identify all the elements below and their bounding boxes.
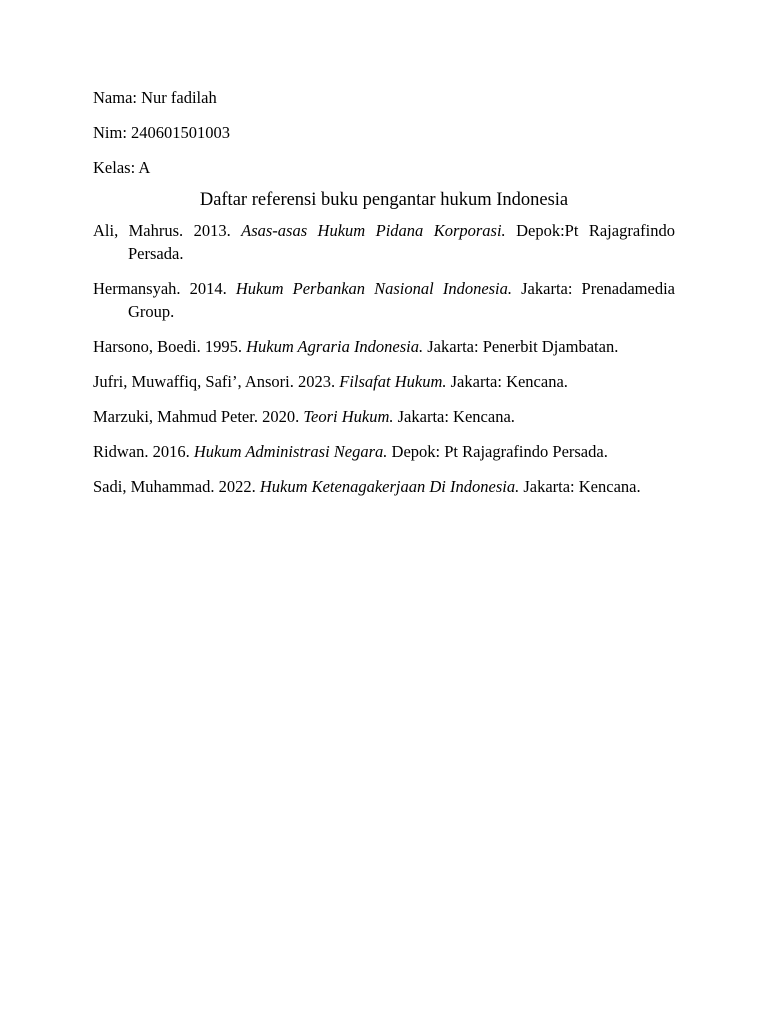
document-title: Daftar referensi buku pengantar hukum Indonesia	[199, 190, 569, 210]
reference-entry	[93, 440, 675, 463]
reference-publisher: Jakarta: Kencana.	[393, 407, 515, 426]
reference-entry	[93, 405, 675, 428]
reference-author: Jufri, Muwaffiq, Safi’, Ansori. 2023.	[93, 372, 340, 391]
reference-book-title: Hukum Administrasi Negara.	[193, 442, 388, 461]
reference-book-title: Teori Hukum.	[303, 407, 394, 426]
reference-publisher: Depok: Pt Rajagrafindo Persada.	[387, 442, 608, 461]
document-body	[93, 86, 675, 510]
reference-book-title: Filsafat Hukum.	[339, 372, 447, 391]
reference-author: Hermansyah. 2014.	[93, 279, 236, 298]
reference-author: Sadi, Muhammad. 2022.	[93, 477, 260, 496]
reference-publisher: Depok:Pt Rajagrafindo Persada.	[128, 221, 675, 263]
reference-book-title: Hukum Agraria Indonesia.	[246, 337, 424, 356]
reference-publisher: Jakarta: Penerbit Djambatan.	[423, 337, 619, 356]
student-nim: Nim: 240601501003	[93, 123, 231, 142]
reference-publisher: Jakarta: Kencana.	[519, 477, 641, 496]
reference-entry	[93, 335, 675, 358]
reference-entry	[93, 277, 675, 323]
reference-book-title: Hukum Ketenagakerjaan Di Indonesia.	[259, 477, 520, 496]
reference-author: Marzuki, Mahmud Peter. 2020.	[93, 407, 304, 426]
reference-entry	[93, 219, 675, 265]
student-class: Kelas: A	[93, 158, 151, 177]
reference-author: Ridwan. 2016.	[93, 442, 194, 461]
reference-publisher: Jakarta: Prenadamedia Group.	[128, 279, 676, 321]
reference-book-title: Asas-asas Hukum Pidana Korporasi.	[241, 221, 506, 240]
student-name: Nama: Nur fadilah	[93, 88, 217, 107]
reference-book-title: Hukum Perbankan Nasional Indonesia.	[235, 279, 513, 298]
reference-entry	[93, 370, 675, 393]
reference-entry	[93, 475, 675, 498]
reference-author: Harsono, Boedi. 1995.	[93, 337, 247, 356]
reference-publisher: Jakarta: Kencana.	[446, 372, 568, 391]
reference-author: Ali, Mahrus. 2013.	[93, 221, 242, 240]
